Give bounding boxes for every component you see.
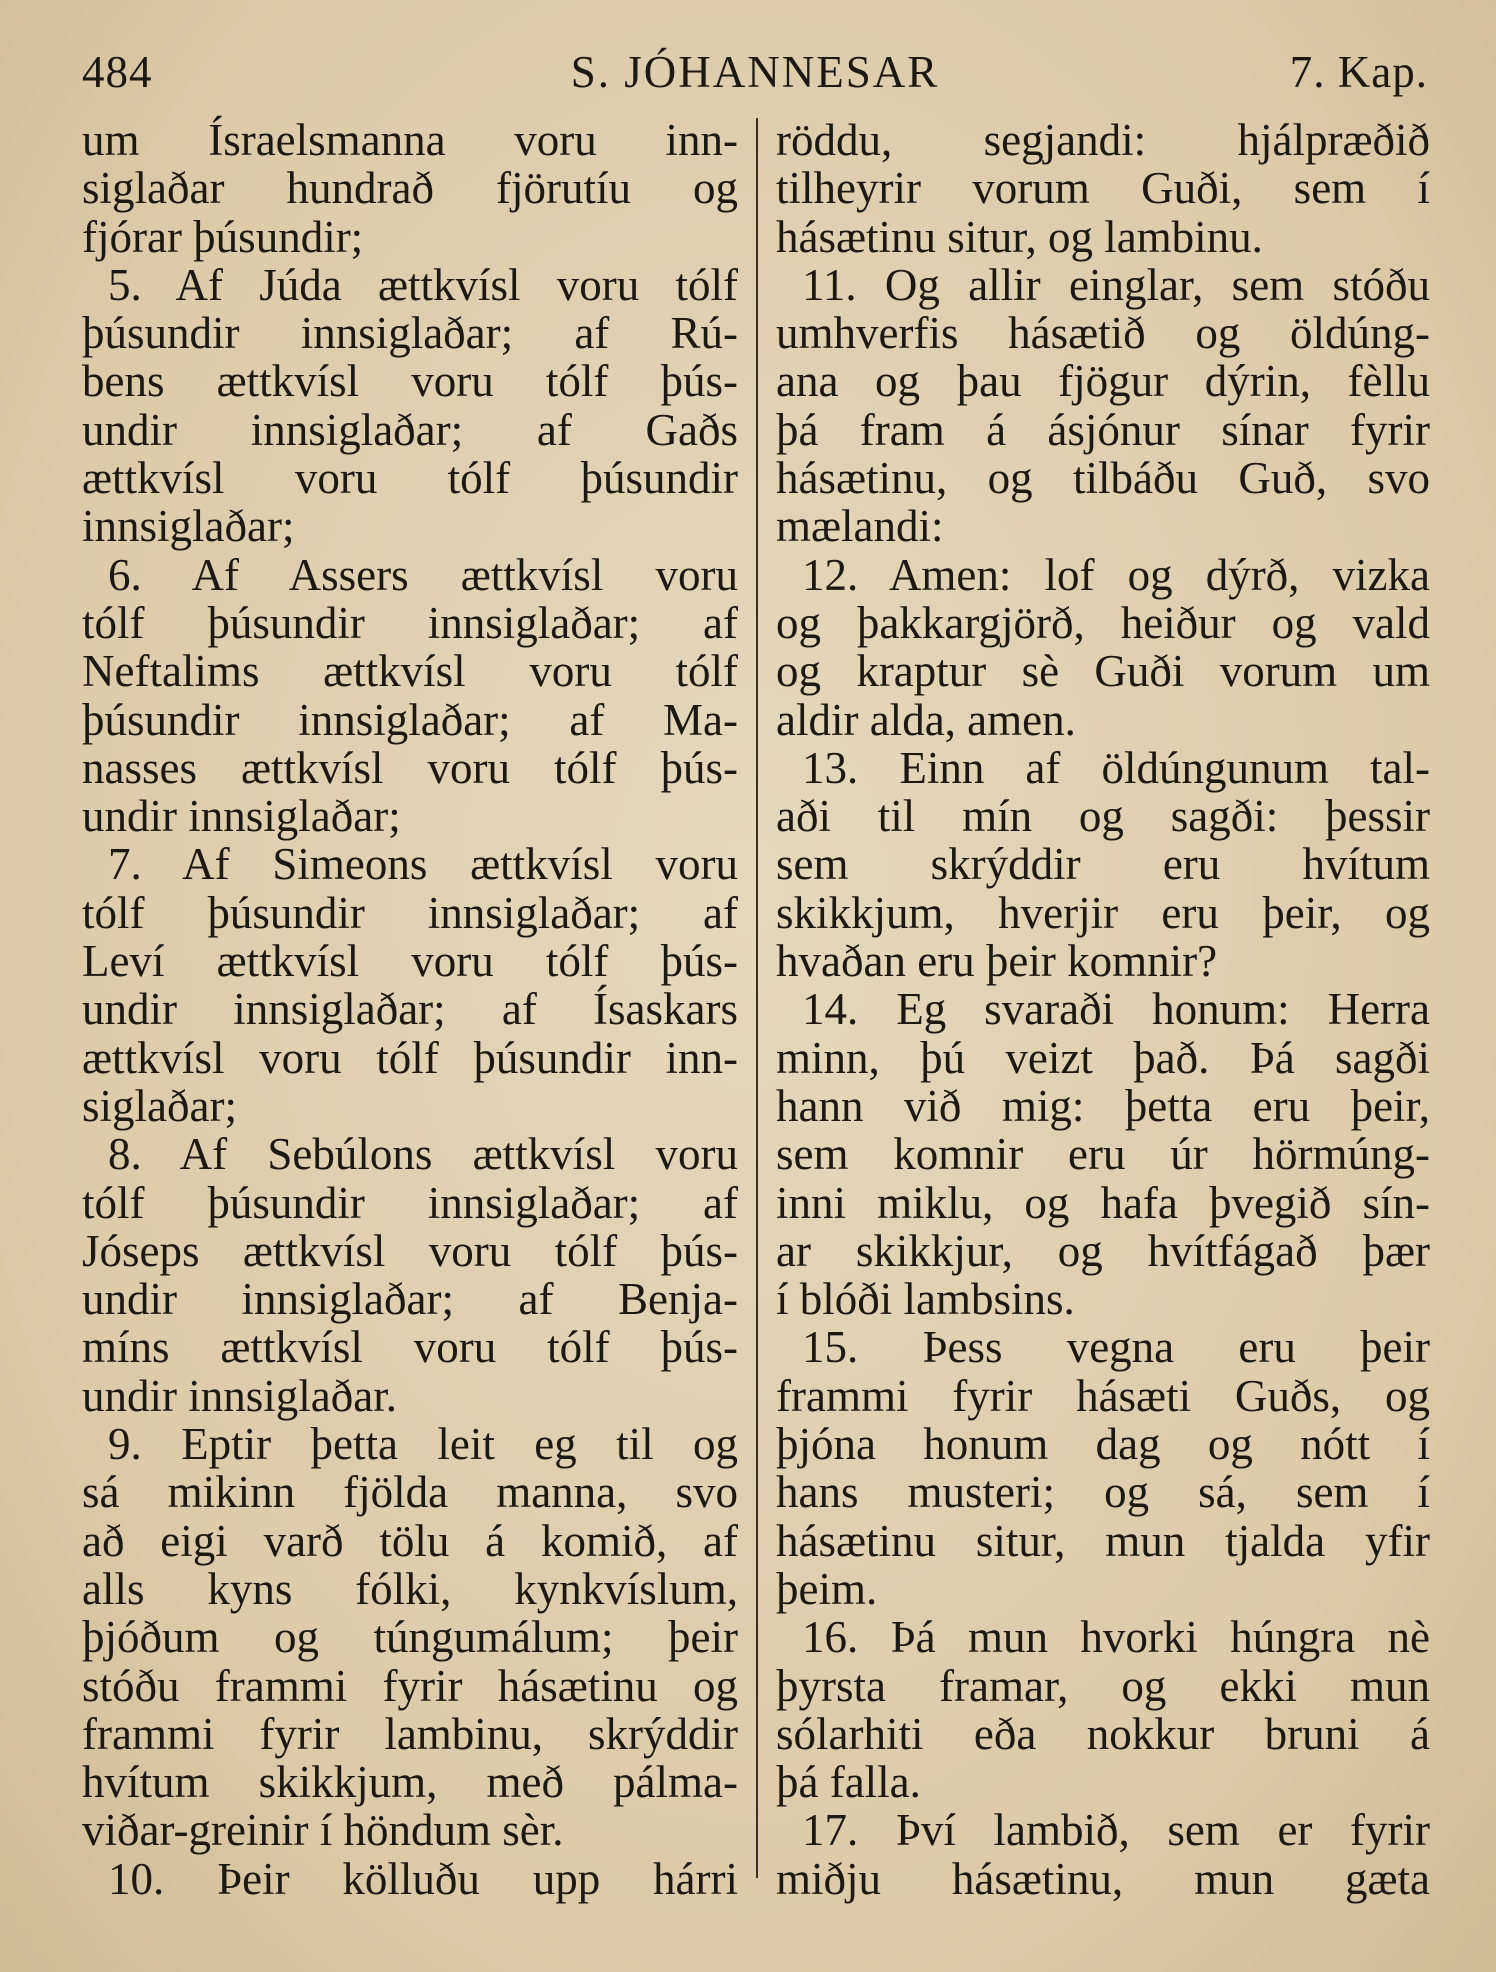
- text-line: undir innsiglaðar; af Ísaskars: [82, 984, 738, 1035]
- text-line: undir innsiglaðar; af Benja-: [82, 1274, 738, 1325]
- text-line: frammi fyrir hásæti Guðs, og: [776, 1370, 1430, 1421]
- right-column: [776, 116, 1430, 1903]
- text-line: Leví ættkvísl voru tólf þús-: [82, 936, 738, 987]
- text-line: miðju hásætinu, mun gæta: [776, 1853, 1430, 1904]
- text-line: sólarhiti eða nokkur bruni á: [776, 1708, 1430, 1759]
- text-line: og þakkargjörð, heiður og vald: [776, 597, 1430, 648]
- text-line: í blóði lambsins.: [776, 1274, 1075, 1325]
- text-line: sá mikinn fjölda manna, svo: [82, 1467, 738, 1518]
- text-line: röddu, segjandi: hjálpræðið: [776, 115, 1430, 165]
- column-divider: [756, 118, 758, 1878]
- text-line: hásætinu situr, mun tjalda yfir: [776, 1515, 1430, 1566]
- text-line: þjóðum og túngumálum; þeir: [82, 1612, 738, 1663]
- text-line: sem komnir eru úr hörmúng-: [776, 1129, 1430, 1180]
- text-line: 13. Einn af öldúngunum tal-: [802, 742, 1430, 793]
- text-line: 11. Og allir einglar, sem stóðu: [802, 259, 1430, 310]
- text-line: siglaðar;: [82, 1080, 237, 1131]
- text-line: hann við mig: þetta eru þeir,: [776, 1080, 1430, 1131]
- text-line: Jóseps ættkvísl voru tólf þús-: [82, 1225, 738, 1276]
- text-line: undir innsiglaðar.: [82, 1370, 397, 1421]
- text-line: tilheyrir vorum Guði, sem í: [776, 163, 1430, 214]
- text-line: 8. Af Sebúlons ættkvísl voru: [108, 1129, 738, 1180]
- text-line: 7. Af Simeons ættkvísl voru: [108, 839, 738, 890]
- text-line: ættkvísl voru tólf þúsundir: [82, 453, 738, 504]
- text-line: ar skikkjur, og hvítfágað þær: [776, 1225, 1430, 1276]
- text-line: hvítum skikkjum, með pálma-: [82, 1757, 738, 1808]
- text-line: Neftalims ættkvísl voru tólf: [82, 646, 738, 697]
- text-line: þúsundir innsiglaðar; af Ma-: [82, 694, 738, 745]
- text-line: ættkvísl voru tólf þúsundir inn-: [82, 1032, 738, 1083]
- text-line: innsiglaðar;: [82, 501, 295, 552]
- text-line: þá fram á ásjónur sínar fyrir: [776, 404, 1430, 455]
- text-line: minn, þú veizt það. Þá sagði: [776, 1032, 1430, 1083]
- text-line: þeim.: [776, 1563, 878, 1614]
- text-line: 16. Þá mun hvorki húngra nè: [802, 1612, 1430, 1663]
- text-line: undir innsiglaðar;: [82, 791, 401, 842]
- text-line: að eigi varð tölu á komið, af: [82, 1515, 738, 1566]
- text-line: ana og þau fjögur dýrin, fèllu: [776, 356, 1430, 407]
- running-title: S. JÓHANNESAR: [570, 47, 940, 97]
- text-line: tólf þúsundir innsiglaðar; af: [82, 887, 738, 938]
- text-line: tólf þúsundir innsiglaðar; af: [82, 1177, 738, 1228]
- text-line: þá falla.: [776, 1757, 921, 1808]
- page-number: 484: [82, 47, 153, 97]
- text-line: nasses ættkvísl voru tólf þús-: [82, 742, 738, 793]
- text-line: 9. Eptir þetta leit eg til og: [108, 1419, 738, 1470]
- text-line: 17. Því lambið, sem er fyrir: [802, 1805, 1430, 1856]
- text-line: 10. Þeir kölluðu upp hárri: [108, 1853, 738, 1904]
- text-line: míns ættkvísl voru tólf þús-: [82, 1322, 738, 1373]
- text-line: 6. Af Assers ættkvísl voru: [108, 549, 738, 600]
- text-line: 15. Þess vegna eru þeir: [802, 1322, 1430, 1373]
- text-line: bens ættkvísl voru tólf þús-: [82, 356, 738, 407]
- text-line: skikkjum, hverjir eru þeir, og: [776, 887, 1430, 938]
- text-line: alls kyns fólki, kynkvíslum,: [82, 1563, 738, 1614]
- chapter-label: 7. Kap.: [1289, 47, 1428, 97]
- text-line: hásætinu, og tilbáðu Guð, svo: [776, 453, 1430, 504]
- text-line: 14. Eg svaraði honum: Herra: [802, 984, 1430, 1035]
- text-line: fjórar þúsundir;: [82, 211, 364, 262]
- text-line: aði til mín og sagði: þessir: [776, 791, 1430, 842]
- text-line: þyrsta framar, og ekki mun: [776, 1660, 1430, 1711]
- text-line: þúsundir innsiglaðar; af Rú-: [82, 308, 738, 359]
- text-line: aldir alda, amen.: [776, 694, 1076, 745]
- text-line: umhverfis hásætið og öldúng-: [776, 308, 1430, 359]
- text-line: viðar-greinir í höndum sèr.: [82, 1805, 564, 1856]
- text-line: undir innsiglaðar; af Gaðs: [82, 404, 738, 455]
- text-line: um Ísraelsmanna voru inn-: [82, 115, 738, 165]
- text-line: hásætinu situr, og lambinu.: [776, 211, 1263, 262]
- text-line: frammi fyrir lambinu, skrýddir: [82, 1708, 738, 1759]
- text-line: tólf þúsundir innsiglaðar; af: [82, 597, 738, 648]
- left-column: [82, 116, 738, 1903]
- text-line: 5. Af Júda ættkvísl voru tólf: [108, 259, 738, 310]
- text-line: hans musteri; og sá, sem í: [776, 1467, 1430, 1518]
- text-line: hvaðan eru þeir komnir?: [776, 936, 1218, 987]
- text-line: og kraptur sè Guði vorum um: [776, 646, 1430, 697]
- text-line: siglaðar hundrað fjörutíu og: [82, 163, 738, 214]
- text-line: stóðu frammi fyrir hásætinu og: [82, 1660, 738, 1711]
- running-header: [82, 46, 1428, 106]
- text-line: mælandi:: [776, 501, 944, 552]
- text-line: þjóna honum dag og nótt í: [776, 1419, 1430, 1470]
- text-line: sem skrýddir eru hvítum: [776, 839, 1430, 890]
- text-line: 12. Amen: lof og dýrð, vizka: [802, 549, 1430, 600]
- text-line: inni miklu, og hafa þvegið sín-: [776, 1177, 1430, 1228]
